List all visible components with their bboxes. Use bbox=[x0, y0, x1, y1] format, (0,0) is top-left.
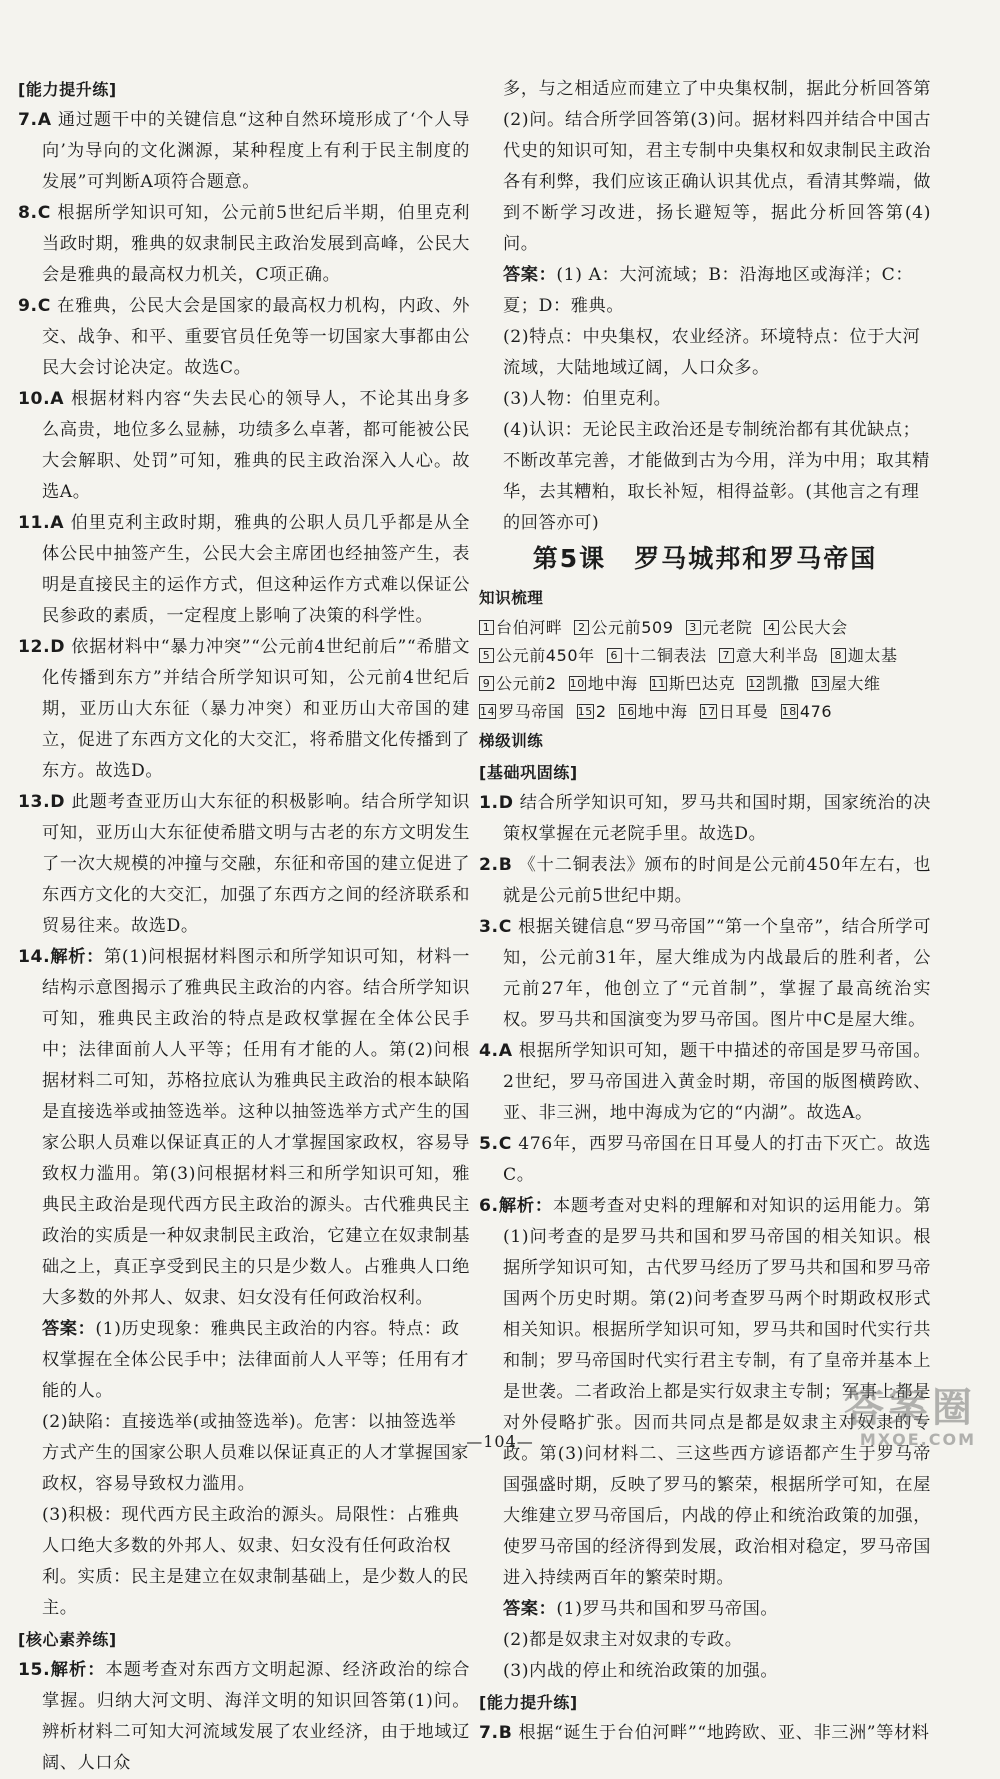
knowledge-text: 斯巴达克 bbox=[668, 674, 736, 693]
knowledge-text: 公元前509 bbox=[591, 618, 674, 637]
knowledge-text: 地中海 bbox=[637, 702, 688, 721]
knowledge-text: 476 bbox=[799, 702, 833, 721]
question-7: 7.A 通过题干中的关键信息“这种自然环境形成了‘个人导向’为导向的文化渊源，某种程度上有利于民主制度的发展”可判断A项符合题意。 bbox=[18, 110, 470, 192]
knowledge-text: 地中海 bbox=[587, 674, 638, 693]
knowledge-index: 14 bbox=[480, 705, 496, 718]
knowledge-text: 日耳曼 bbox=[718, 702, 769, 721]
knowledge-index: 16 bbox=[619, 705, 635, 718]
question-11: 11.A 伯里克利主政时期，雅典的公职人员几乎都是从全体公民中抽签产生，公民大会主席团也经抽签产生，表明是直接民主的运作方式，但这种运作方式难以保证公民参政的素质，一定程度上影响了决策的科学性。 bbox=[18, 513, 470, 626]
knowledge-index: 12 bbox=[748, 677, 764, 690]
answer-15: 答案：(1) A：大河流域；B：沿海地区或海洋；C：夏；D：雅典。 (2)特点：中央集权，农业经济。环境特点：位于大河流域，大陆地域辽阔，人口众多。 (3)人物：伯里克利。 (4)认识：无论民主政治还是专制统治都有其优缺点；不断改革完善，才能做到古为今用，洋为中用；取其精华，去其糟粕，取长补短，相得益彰。(其他言之有理的回答亦可) bbox=[503, 265, 930, 533]
knowledge-item bbox=[650, 670, 736, 698]
knowledge-item bbox=[719, 642, 819, 670]
knowledge-text: 意大利半岛 bbox=[735, 646, 819, 665]
answer-6: 答案：(1)罗马共和国和罗马帝国。 (2)都是奴隶主对奴隶的专政。 (3)内战的停止和统治政策的加强。 bbox=[503, 1599, 779, 1681]
watermark-url: MXQE.COM bbox=[859, 1430, 976, 1449]
question-5: 5.C 476年，西罗马帝国在日耳曼人的打击下灭亡。故选C。 bbox=[479, 1134, 931, 1185]
knowledge-text: 凯撒 bbox=[766, 674, 800, 693]
knowledge-text: 公民大会 bbox=[781, 618, 848, 637]
knowledge-text: 迦太基 bbox=[847, 646, 898, 665]
section-label: [能力提升练] bbox=[479, 1693, 578, 1712]
knowledge-text: 台伯河畔 bbox=[496, 618, 563, 637]
question-15-continued: 多，与之相适应而建立了中央集权制，据此分析回答第(2)问。结合所学回答第(3)问。据材料四并结合中国古代史的知识可知，君主专制中央集权和奴隶制民主政治各有利弊，我们应该正确认识其优点，看清其弊端，做到不断学习改进，扬长避短等，据此分析回答第(4)问。 bbox=[503, 79, 931, 254]
knowledge-item bbox=[812, 670, 881, 698]
watermark-logo-text: 答案圈 bbox=[844, 1385, 976, 1431]
watermark bbox=[844, 1386, 976, 1449]
knowledge-item bbox=[479, 642, 595, 670]
question-6: 6.解析：本题考查对史料的理解和对知识的运用能力。第(1)问考查的是罗马共和国和罗马帝国的相关知识。根据所学知识可知，古代罗马经历了罗马共和国和罗马帝国两个历史时期。第(2)问考查罗马两个时期政权形式相关知识。根据所学知识可知，罗马共和国时代实行共和制；罗马帝国时代实行君主专制，有了皇帝并基本上是世袭。二者政治上都是实行奴隶主专制；军事上都是对外侵略扩张。因而共同点是都是奴隶主对奴隶的专政。第(3)问材料二、三这些西方谚语都产生于罗马帝国强盛时期，反映了罗马的繁荣，根据所学可知，在屋大维建立罗马帝国后，内战的停止和统治政策的加强，使罗马帝国的经济得到发展，政治相对稳定，罗马帝国进入持续两百年的繁荣时期。 bbox=[479, 1196, 931, 1588]
answer-14: 答案：(1)历史现象：雅典民主政治的内容。特点：政权掌握在全体公民手中；法律面前人人平等；任用有才能的人。 (2)缺陷：直接选举(或抽签选举)。危害：以抽签选举方式产生的国家公职人员难以保证真正的人才掌握国家政权，容易导致权力滥用。 (3)积极：现代西方民主政治的源头。局限性：占雅典人口绝大多数的外邦人、奴隶、妇女没有任何政治权利。实质：民主是建立在奴隶制基础上，是少数人的民主。 bbox=[42, 1319, 469, 1618]
lesson-title: 第5课 罗马城邦和罗马帝国 bbox=[532, 544, 878, 573]
knowledge-item bbox=[619, 698, 688, 726]
knowledge-index: 1 bbox=[479, 620, 494, 635]
knowledge-item bbox=[479, 614, 562, 642]
section-label: [核心素养练] bbox=[18, 1630, 117, 1649]
knowledge-item bbox=[747, 670, 799, 698]
knowledge-index: 5 bbox=[479, 648, 494, 663]
question-14: 14.解析：第(1)问根据材料图示和所学知识可知，材料一结构示意图揭示了雅典民主政治的内容。结合所学知识可知，雅典民主政治的特点是政权掌握在全体公民手中；法律面前人人平等；任用有才能的人。第(2)问根据材料二可知，苏格拉底认为雅典民主政治的根本缺陷是直接选举或抽签选举。这种以抽签选举方式产生的国家公职人员难以保证真正的人才掌握国家政权，容易导致权力滥用。第(3)问根据材料三和所学知识可知，雅典民主政治是现代西方民主政治的源头。古代雅典民主政治的实质是一种奴隶制民主政治，它建立在奴隶制基础之上，真正享受到民主的只是少数人。占雅典人口绝大多数的外邦人、奴隶、妇女没有任何政治权利。 bbox=[18, 947, 470, 1308]
knowledge-index: 7 bbox=[719, 648, 734, 663]
knowledge-item bbox=[607, 642, 707, 670]
knowledge-list bbox=[479, 614, 931, 726]
page-number: —104— bbox=[466, 1432, 534, 1451]
knowledge-heading: 知识梳理 bbox=[479, 589, 544, 607]
question-12: 12.D 依据材料中“暴力冲突”“公元前4世纪前后”“希腊文化传播到东方”并结合所学知识可知，公元前4世纪后期，亚历山大东征（暴力冲突）和亚历山大帝国的建立，促进了东西方文化的大交汇，将希腊文化传播到了东方。故选D。 bbox=[18, 637, 470, 781]
question-15: 15.解析：本题考查对东西方文明起源、经济政治的综合掌握。归纳大河文明、海洋文明的知识回答第(1)问。辨析材料二可知大河流域发展了农业经济，由于地域辽阔、人口众 bbox=[18, 1660, 470, 1773]
question-7b: 7.B 根据“诞生于台伯河畔”“地跨欧、亚、非三洲”等材料 bbox=[479, 1723, 930, 1743]
knowledge-index: 17 bbox=[700, 705, 716, 718]
section-label: [基础巩固练] bbox=[479, 763, 578, 782]
knowledge-item bbox=[479, 670, 557, 698]
knowledge-item bbox=[479, 698, 565, 726]
left-column bbox=[18, 74, 470, 1779]
knowledge-index: 15 bbox=[577, 705, 593, 718]
knowledge-item bbox=[574, 614, 673, 642]
knowledge-index: 3 bbox=[686, 620, 701, 635]
question-3: 3.C 根据关键信息“罗马帝国”“第一个皇帝”，结合所学可知，公元前31年，屋大维成为内战最后的胜利者，公元前27年，他创立了“元首制”，掌握了最高统治实权。罗马共和国演变为罗马帝国。图片中C是屋大维。 bbox=[479, 917, 931, 1030]
knowledge-item bbox=[831, 642, 898, 670]
knowledge-index: 11 bbox=[650, 677, 666, 690]
knowledge-text: 公元前450年 bbox=[496, 646, 595, 665]
knowledge-text: 公元前2 bbox=[496, 674, 557, 693]
knowledge-index: 10 bbox=[569, 677, 585, 690]
question-4: 4.A 根据所学知识可知，题干中描述的帝国是罗马帝国。2世纪，罗马帝国进入黄金时期，帝国的版图横跨欧、亚、非三洲，地中海成为它的“内湖”。故选A。 bbox=[479, 1041, 931, 1123]
knowledge-index: 18 bbox=[781, 705, 797, 718]
training-heading: 梯级训练 bbox=[479, 732, 544, 750]
question-10: 10.A 根据材料内容“失去民心的领导人，不论其出身多么高贵，地位多么显赫，功绩多么卓著，都可能被公民大会解职、处罚”可知，雅典的民主政治深入人心。故选A。 bbox=[18, 389, 470, 502]
question-9: 9.C 在雅典，公民大会是国家的最高权力机构，内政、外交、战争、和平、重要官员任免等一切国家大事都由公民大会讨论决定。故选C。 bbox=[18, 296, 470, 378]
section-label: [能力提升练] bbox=[18, 80, 117, 99]
knowledge-text: 元老院 bbox=[702, 618, 753, 637]
knowledge-item bbox=[569, 670, 638, 698]
knowledge-text: 屋大维 bbox=[830, 674, 881, 693]
question-1: 1.D 结合所学知识可知，罗马共和国时期，国家统治的决策权掌握在元老院手里。故选D。 bbox=[479, 793, 931, 844]
knowledge-item bbox=[700, 698, 769, 726]
knowledge-index: 9 bbox=[479, 676, 494, 691]
right-column bbox=[479, 74, 931, 1749]
question-2: 2.B 《十二铜表法》颁布的时间是公元前450年左右，也就是公元前5世纪中期。 bbox=[479, 855, 931, 906]
knowledge-item bbox=[686, 614, 753, 642]
knowledge-text: 十二铜表法 bbox=[623, 646, 707, 665]
knowledge-item bbox=[577, 698, 607, 726]
knowledge-text: 罗马帝国 bbox=[498, 702, 565, 721]
knowledge-index: 13 bbox=[812, 677, 828, 690]
knowledge-index: 2 bbox=[574, 620, 589, 635]
knowledge-item bbox=[764, 614, 847, 642]
knowledge-text: 2 bbox=[595, 702, 607, 721]
knowledge-index: 6 bbox=[607, 648, 622, 663]
question-8: 8.C 根据所学知识可知，公元前5世纪后半期，伯里克利当政时期，雅典的奴隶制民主政治发展到高峰，公民大会是雅典的最高权力机关，C项正确。 bbox=[18, 203, 470, 285]
knowledge-index: 8 bbox=[831, 648, 846, 663]
knowledge-item bbox=[781, 698, 833, 726]
knowledge-index: 4 bbox=[764, 620, 779, 635]
question-13: 13.D 此题考查亚历山大东征的积极影响。结合所学知识可知，亚历山大东征使希腊文明与古老的东方文明发生了一次大规模的冲撞与交融，东征和帝国的建立促进了东西方文化的大交汇，加强了东西方之间的经济联系和贸易往来。故选D。 bbox=[18, 792, 470, 936]
